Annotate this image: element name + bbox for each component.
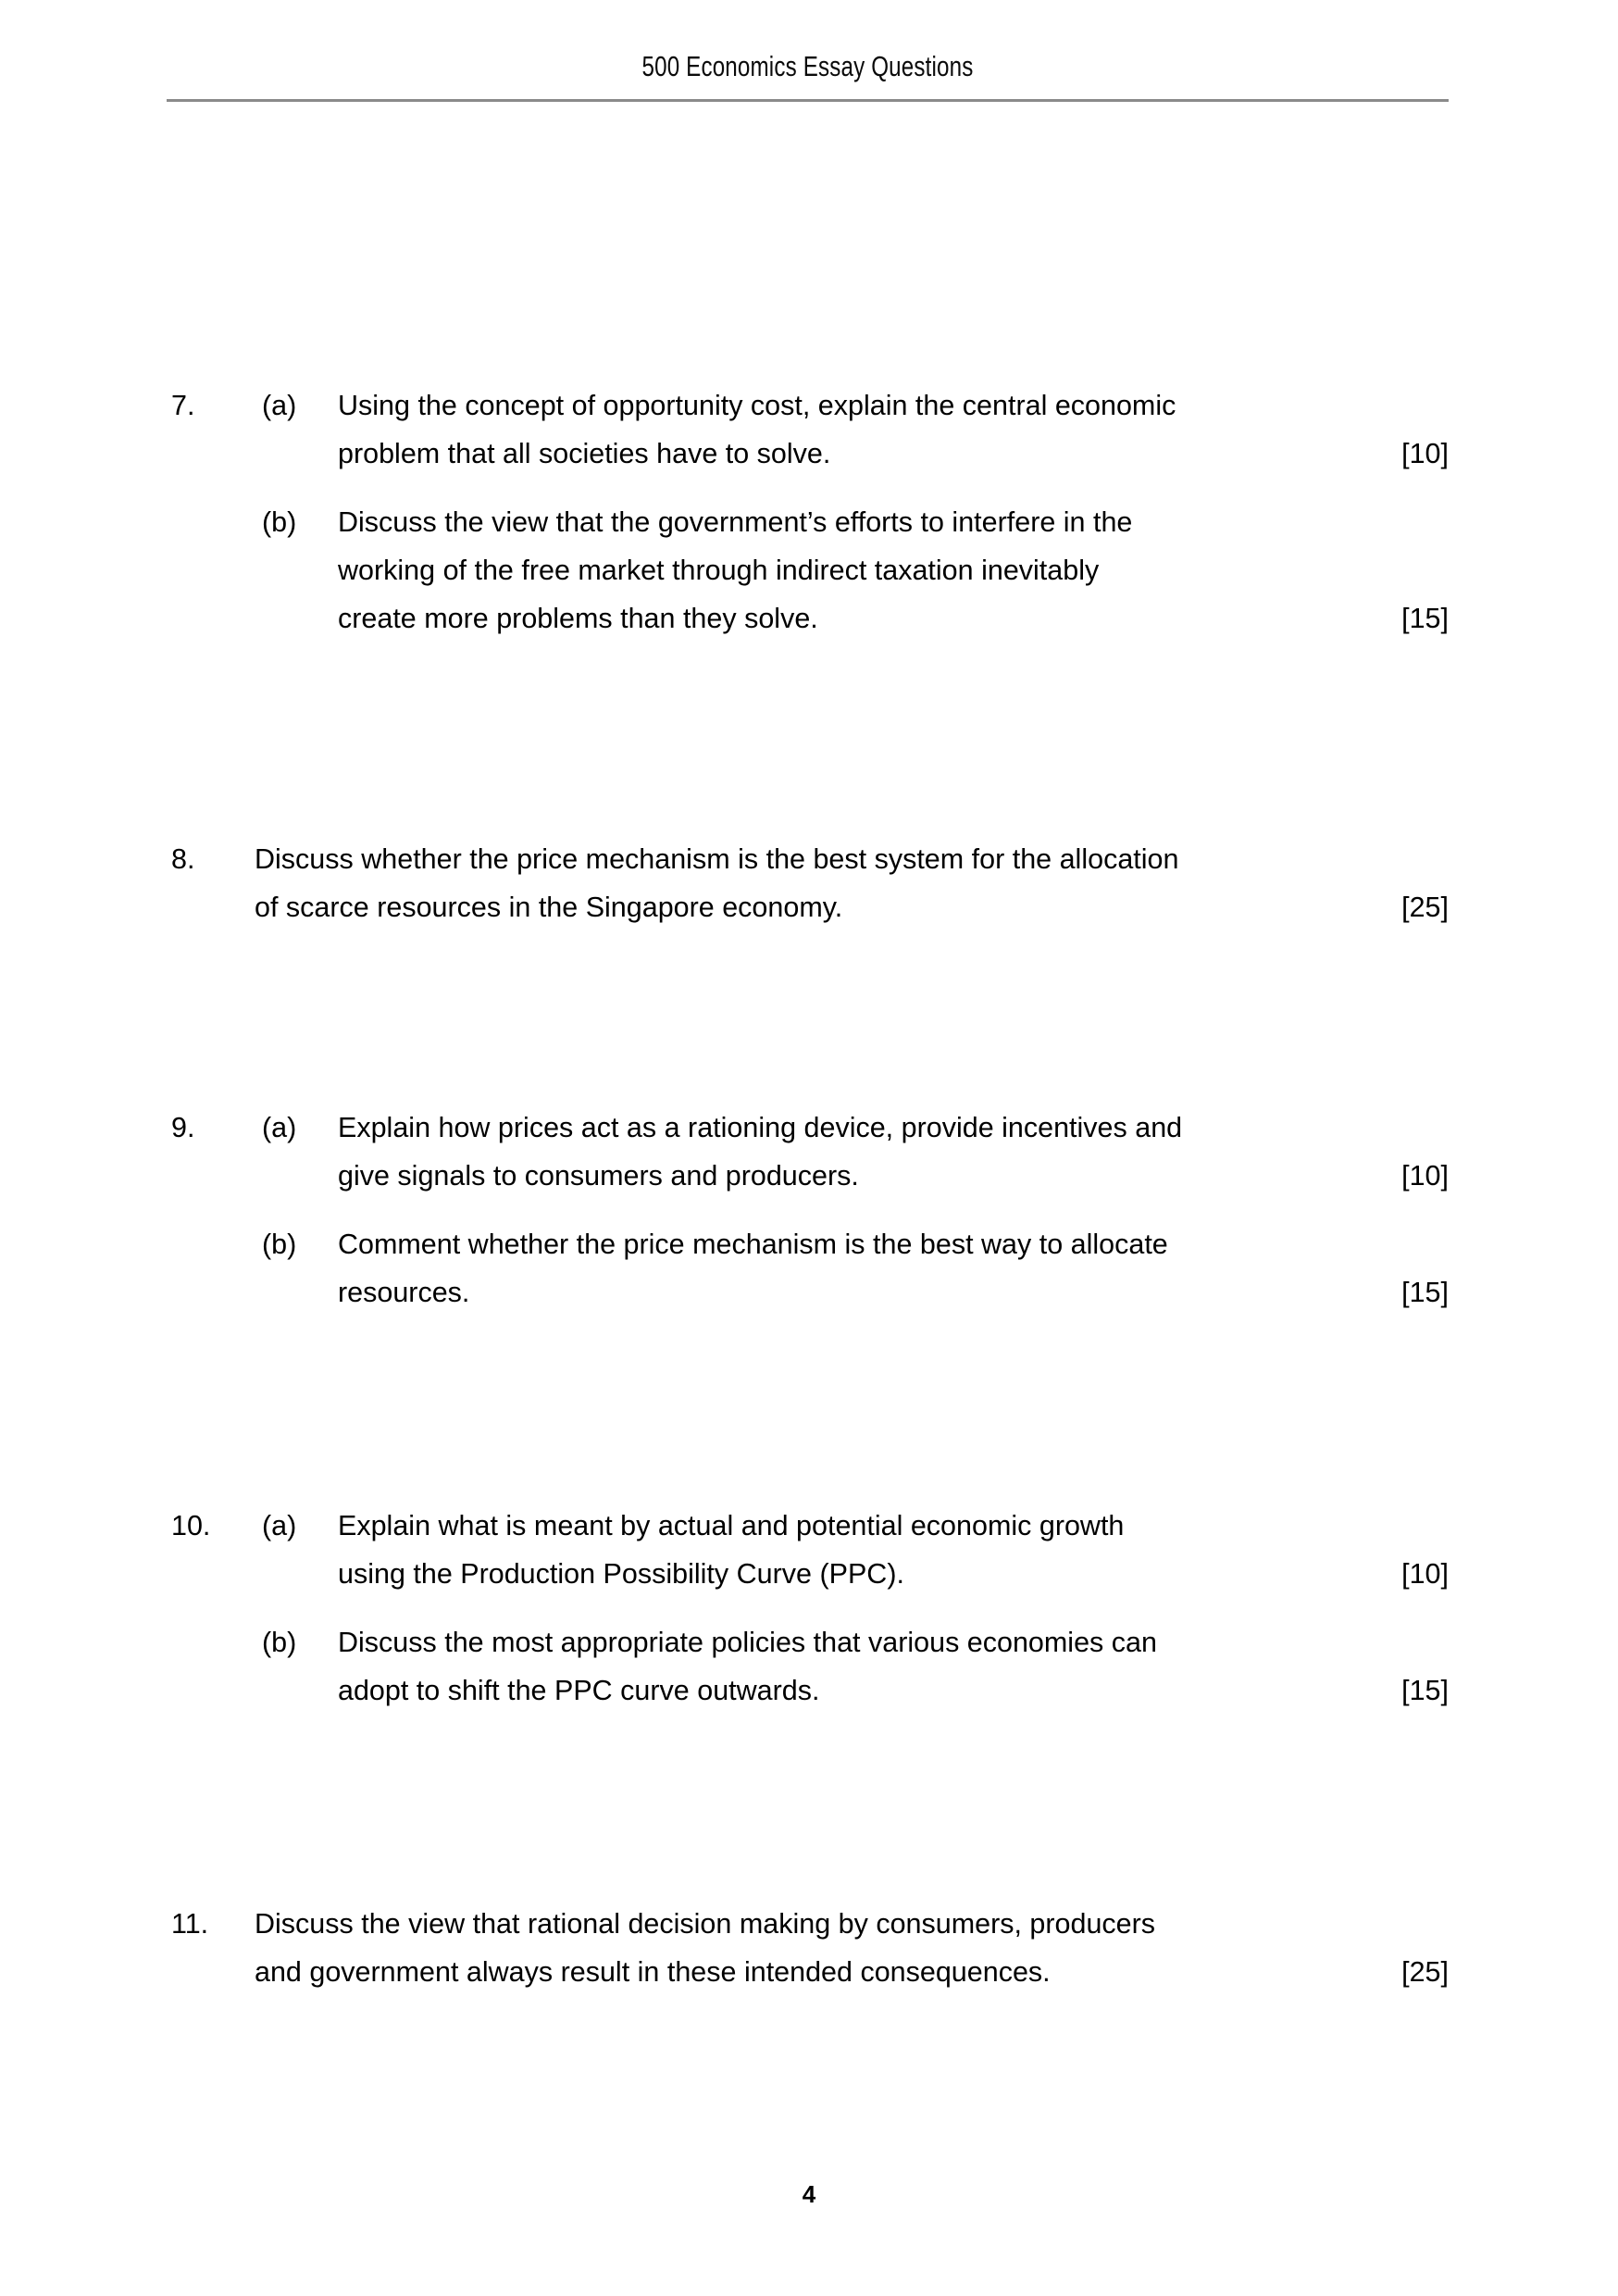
question-line	[0, 1948, 1618, 1996]
question-marks: [25]	[1401, 892, 1449, 923]
question-line	[0, 1268, 1618, 1316]
question-line	[0, 498, 1618, 546]
question-text: Discuss the view that rational decision making by consumers, producers	[255, 1908, 1156, 1940]
question-part-label: (a)	[262, 1510, 297, 1541]
question-line	[0, 835, 1618, 883]
question-part-label: (b)	[262, 506, 297, 538]
question-number: 10.	[171, 1510, 211, 1541]
question-line	[0, 883, 1618, 931]
question-block	[0, 835, 1618, 931]
question-line	[0, 594, 1618, 643]
question-marks: [15]	[1401, 1675, 1449, 1706]
question-number: 7.	[171, 390, 195, 421]
page-footer	[0, 2180, 1618, 2209]
question-text: adopt to shift the PPC curve outwards.	[338, 1675, 820, 1706]
question-marks: [10]	[1401, 438, 1449, 469]
question-text: Using the concept of opportunity cost, explain the central economic	[338, 390, 1176, 421]
question-line	[0, 1618, 1618, 1666]
question-text: problem that all societies have to solve.	[338, 438, 831, 469]
question-text: and government always result in these intended consequences.	[255, 1956, 1051, 1988]
question-marks: [15]	[1401, 603, 1449, 634]
question-part-label: (a)	[262, 390, 297, 421]
question-line	[0, 1502, 1618, 1550]
question-line	[0, 1900, 1618, 1948]
question-marks: [10]	[1401, 1160, 1449, 1192]
question-marks: [25]	[1401, 1956, 1449, 1988]
question-text: Explain what is meant by actual and potential economic growth	[338, 1510, 1125, 1541]
question-number: 11.	[171, 1908, 209, 1940]
question-text: Discuss the most appropriate policies that various economies can	[338, 1627, 1157, 1658]
question-line	[0, 1666, 1618, 1715]
question-line	[0, 1220, 1618, 1268]
question-text: Discuss whether the price mechanism is the best system for the allocation	[255, 843, 1179, 875]
question-line	[0, 430, 1618, 478]
question-text: of scarce resources in the Singapore economy.	[255, 892, 843, 923]
part-spacer	[0, 1598, 1618, 1618]
question-block	[0, 1502, 1618, 1715]
question-line	[0, 546, 1618, 594]
question-text: Discuss the view that the government’s efforts to interfere in the	[338, 506, 1133, 538]
question-block	[0, 1104, 1618, 1316]
part-spacer	[0, 1200, 1618, 1220]
question-number: 8.	[171, 843, 195, 875]
page-number: 4	[802, 2180, 816, 2208]
question-part-label: (a)	[262, 1112, 297, 1143]
question-text: Comment whether the price mechanism is the best way to allocate	[338, 1229, 1168, 1260]
question-marks: [15]	[1401, 1277, 1449, 1308]
question-number: 9.	[171, 1112, 195, 1143]
question-text: working of the free market through indirect taxation inevitably	[338, 555, 1100, 586]
question-text: resources.	[338, 1277, 470, 1308]
question-line	[0, 381, 1618, 430]
question-line	[0, 1550, 1618, 1598]
question-text: create more problems than they solve.	[338, 603, 818, 634]
part-spacer	[0, 478, 1618, 498]
question-line	[0, 1104, 1618, 1152]
question-part-label: (b)	[262, 1229, 297, 1260]
header-divider-rule	[167, 99, 1449, 102]
question-block	[0, 381, 1618, 643]
question-block	[0, 1900, 1618, 1996]
header-title: 500 Economics Essay Questions	[641, 50, 974, 82]
question-text: give signals to consumers and producers.	[338, 1160, 859, 1192]
running-header	[167, 50, 1449, 83]
question-marks: [10]	[1401, 1558, 1449, 1590]
question-text: Explain how prices act as a rationing device, provide incentives and	[338, 1112, 1183, 1143]
question-part-label: (b)	[262, 1627, 297, 1658]
question-line	[0, 1152, 1618, 1200]
question-text: using the Production Possibility Curve (PPC).	[338, 1558, 904, 1590]
